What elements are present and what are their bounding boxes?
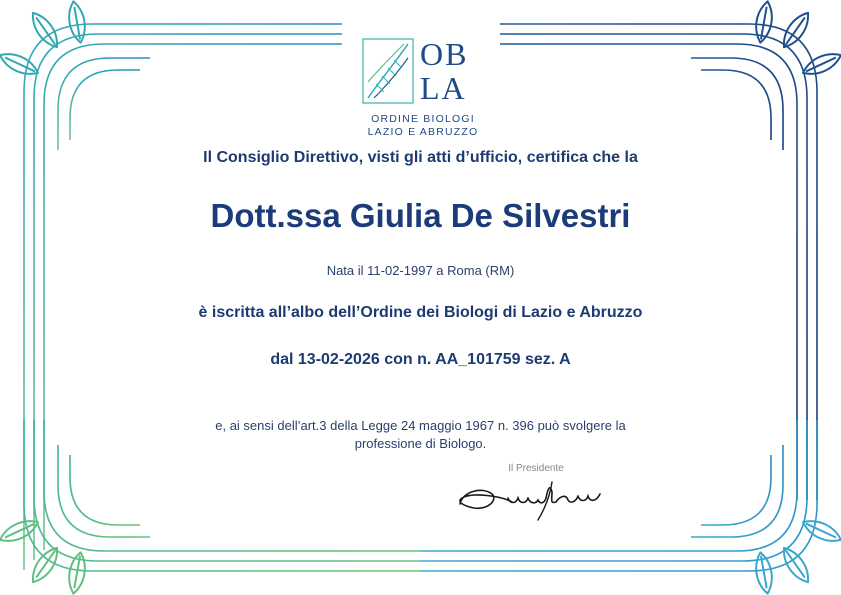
logo-subtitle-line1: ORDINE BIOLOGI [371, 113, 475, 125]
dna-leaf-icon [362, 38, 414, 104]
signature-role: Il Presidente [508, 463, 564, 474]
recipient-name: Dott.ssa Giulia De Silvestri [210, 197, 631, 234]
obla-logo [360, 38, 490, 143]
registration-statement: è iscritta all’albo dell’Ordine dei Biologi di Lazio e Abruzzo [198, 304, 643, 321]
legal-statement-line2: professione di Biologo. [354, 436, 487, 451]
legal-statement-line1: e, ai sensi dell’art.3 della Legge 24 maggio 1967 n. 396 può svolgere la [215, 418, 626, 433]
certificate-intro: Il Consiglio Direttivo, visti gli atti d’ufficio, certifica che la [203, 149, 638, 166]
logo-text-ob: OB [420, 36, 469, 72]
logo-text-la: LA [420, 70, 467, 106]
legal-statement [0, 417, 841, 453]
birth-info: Nata il 11-02-1997 a Roma (RM) [326, 263, 515, 278]
logo-subtitle [360, 113, 486, 139]
registration-number: dal 13-02-2026 con n. AA_101759 sez. A [270, 351, 571, 368]
logo-subtitle-line2: LAZIO E ABRUZZO [367, 126, 479, 138]
handwritten-signature [452, 474, 612, 524]
